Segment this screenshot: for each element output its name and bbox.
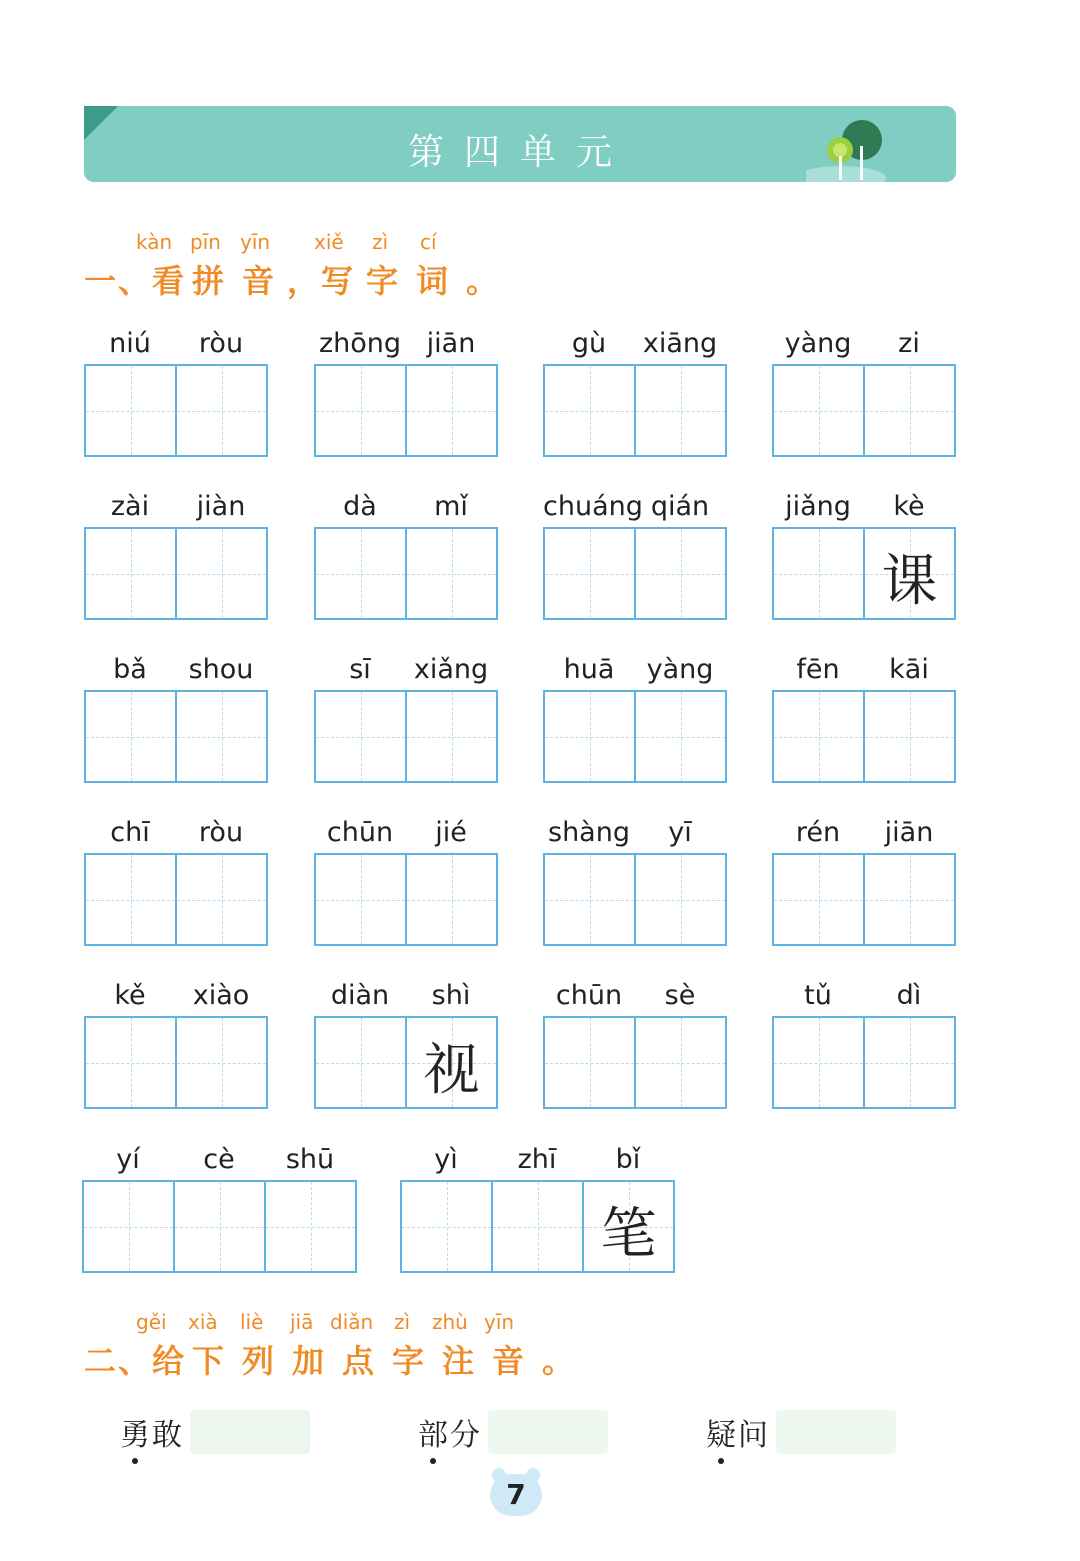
writing-cell[interactable]: [177, 855, 266, 944]
word-box: [82, 1144, 357, 1273]
tianzige-grid: [314, 527, 498, 620]
writing-cell[interactable]: [84, 1182, 175, 1271]
pinyin-syllable: zi: [898, 328, 920, 359]
tianzige-grid: [772, 364, 956, 457]
writing-cell[interactable]: [407, 366, 496, 455]
pinyin-syllable: xiāng: [642, 328, 718, 359]
pinyin-row: [314, 328, 498, 364]
pinyin-syllable: xiǎng: [413, 654, 489, 685]
writing-cell[interactable]: [636, 529, 725, 618]
pinyin-syllable: zhī: [517, 1144, 557, 1175]
tianzige-grid: [543, 364, 727, 457]
writing-cell[interactable]: [86, 1018, 177, 1107]
word-box: [543, 491, 727, 620]
pinyin-syllable: yì: [434, 1144, 458, 1175]
pinyin-row: [543, 817, 727, 853]
writing-cell[interactable]: [177, 366, 266, 455]
writing-cell[interactable]: [584, 1182, 673, 1271]
tianzige-grid: [543, 527, 727, 620]
writing-cell[interactable]: [636, 692, 725, 781]
writing-cell[interactable]: [493, 1182, 584, 1271]
writing-cell[interactable]: [774, 1018, 865, 1107]
pinyin-row: [84, 491, 268, 527]
pinyin-syllable: shū: [285, 1144, 335, 1175]
pinyin-row: [84, 817, 268, 853]
pinyin-syllable: shì: [431, 980, 471, 1011]
pinyin: zì: [372, 230, 389, 254]
pinyin-syllable: yí: [116, 1144, 140, 1175]
unit-banner: [84, 106, 956, 182]
pinyin-row: [772, 980, 956, 1016]
pinyin-syllable: chī: [110, 817, 150, 848]
writing-cell[interactable]: [316, 366, 407, 455]
cell-character: 课: [881, 549, 938, 614]
pinyin-syllable: gù: [571, 328, 607, 359]
section-1-pinyin: [84, 230, 508, 256]
section-2-title: 二、给 下 列 加 点 字 注 音 。: [84, 1342, 576, 1380]
pinyin-syllable: chuáng: [543, 491, 643, 522]
pinyin-row: [772, 328, 956, 364]
tianzige-grid: [543, 1016, 727, 1109]
word-box: [543, 980, 727, 1109]
word-box: [84, 491, 268, 620]
item-word: 疑问: [706, 1410, 770, 1454]
writing-cell[interactable]: [774, 529, 865, 618]
section-2-pinyin: gěi xià liè jiā diǎn zì zhù yīn: [136, 1310, 515, 1334]
tianzige-grid: [84, 853, 268, 946]
pinyin-syllable: huā: [563, 654, 615, 685]
pinyin-syllable: dà: [343, 491, 377, 522]
emphasis-dot: [430, 1458, 436, 1464]
pinyin-row: [84, 654, 268, 690]
pinyin-syllable: rén: [795, 817, 841, 848]
writing-cell[interactable]: [407, 855, 496, 944]
pinyin-syllable: jiàn: [196, 491, 246, 522]
word-box: [314, 980, 498, 1109]
tianzige-grid: [82, 1180, 357, 1273]
tianzige-grid: [84, 690, 268, 783]
tianzige-grid: [314, 1016, 498, 1109]
tianzige-grid: [314, 690, 498, 783]
writing-cell[interactable]: [545, 1018, 636, 1107]
pinyin-syllable: tǔ: [804, 980, 832, 1011]
pinyin: xiě: [314, 230, 344, 254]
pinyin-syllable: cè: [203, 1144, 235, 1175]
writing-cell[interactable]: [774, 366, 865, 455]
writing-cell[interactable]: [402, 1182, 493, 1271]
word-box: [84, 654, 268, 783]
pinyin-syllable: shou: [188, 654, 254, 685]
writing-cell[interactable]: [774, 692, 865, 781]
tianzige-grid: [543, 853, 727, 946]
writing-cell[interactable]: [865, 692, 954, 781]
writing-cell[interactable]: [865, 855, 954, 944]
pinyin-row: [314, 491, 498, 527]
tianzige-grid: [314, 364, 498, 457]
writing-cell[interactable]: [316, 1018, 407, 1107]
annotate-item: [418, 1410, 608, 1454]
pinyin-syllable: zhōng: [318, 328, 402, 359]
writing-cell[interactable]: [86, 529, 177, 618]
pinyin-syllable: diàn: [330, 980, 390, 1011]
emphasis-dot: [132, 1458, 138, 1464]
section-1-title: 一、看 拼 音 ，写 字 词 。: [84, 262, 500, 300]
pinyin-row: [543, 980, 727, 1016]
pinyin-syllable: jiǎng: [785, 491, 851, 522]
writing-cell[interactable]: [865, 529, 954, 618]
pinyin-syllable: yī: [668, 817, 692, 848]
tree-icon: [806, 116, 896, 182]
pinyin-syllable: fēn: [796, 654, 840, 685]
writing-cell[interactable]: [545, 529, 636, 618]
writing-cell[interactable]: [636, 366, 725, 455]
pinyin: pīn: [190, 230, 221, 254]
pinyin-row: [314, 654, 498, 690]
writing-cell[interactable]: [545, 855, 636, 944]
pinyin-syllable: kě: [114, 980, 146, 1011]
pinyin-syllable: kè: [893, 491, 925, 522]
pinyin-syllable: bǎ: [113, 654, 147, 685]
tianzige-grid: [84, 527, 268, 620]
banner-corner: [84, 106, 118, 140]
emphasis-dot: [718, 1458, 724, 1464]
pinyin-syllable: chūn: [555, 980, 623, 1011]
pinyin-row: [772, 654, 956, 690]
writing-cell[interactable]: [316, 529, 407, 618]
pinyin-syllable: dì: [896, 980, 922, 1011]
pinyin-row: [314, 980, 498, 1016]
section-2-heading: [84, 1310, 584, 1382]
word-box: [314, 491, 498, 620]
pinyin: kàn: [136, 230, 173, 254]
pinyin-syllable: jié: [435, 817, 467, 848]
pinyin-row: [543, 654, 727, 690]
pinyin-syllable: chūn: [326, 817, 394, 848]
writing-cell[interactable]: [774, 855, 865, 944]
writing-cell[interactable]: [177, 529, 266, 618]
item-word: 部分: [418, 1410, 482, 1454]
tianzige-grid: [84, 1016, 268, 1109]
tianzige-grid: [400, 1180, 675, 1273]
pinyin-row: [84, 328, 268, 364]
word-box: [314, 654, 498, 783]
word-box: [772, 817, 956, 946]
tianzige-grid: [772, 690, 956, 783]
pinyin-syllable: kāi: [889, 654, 929, 685]
annotate-item: [120, 1410, 310, 1454]
tianzige-grid: [772, 1016, 956, 1109]
pinyin-row: [772, 817, 956, 853]
annotate-item: [706, 1410, 896, 1454]
writing-cell[interactable]: [316, 692, 407, 781]
writing-cell[interactable]: [177, 692, 266, 781]
answer-blank[interactable]: [190, 1410, 310, 1454]
pinyin-syllable: sè: [664, 980, 696, 1011]
writing-cell[interactable]: [545, 366, 636, 455]
writing-cell[interactable]: [86, 692, 177, 781]
pinyin-syllable: bǐ: [615, 1144, 641, 1175]
word-box: [772, 980, 956, 1109]
word-box: [400, 1144, 675, 1273]
writing-cell[interactable]: [266, 1182, 355, 1271]
writing-cell[interactable]: [545, 692, 636, 781]
answer-blank[interactable]: [776, 1410, 896, 1454]
word-box: [772, 654, 956, 783]
word-box: [84, 328, 268, 457]
writing-cell[interactable]: [177, 1018, 266, 1107]
word-box: [84, 817, 268, 946]
pinyin-syllable: shàng: [548, 817, 630, 848]
tianzige-grid: [84, 364, 268, 457]
word-box: [772, 491, 956, 620]
writing-cell[interactable]: [316, 855, 407, 944]
item-word: 勇敢: [120, 1410, 184, 1454]
pinyin-syllable: yàng: [646, 654, 714, 685]
writing-cell[interactable]: [407, 1018, 496, 1107]
tianzige-grid: [772, 853, 956, 946]
pinyin-syllable: ròu: [198, 817, 244, 848]
pinyin-syllable: jiān: [884, 817, 934, 848]
writing-cell[interactable]: [636, 855, 725, 944]
pinyin: yīn: [240, 230, 271, 254]
pinyin-row: [82, 1144, 357, 1180]
unit-title: 第四单元: [407, 132, 632, 173]
pinyin-syllable: mǐ: [434, 491, 468, 522]
page-number: 7: [490, 1474, 542, 1516]
writing-cell[interactable]: [636, 1018, 725, 1107]
pinyin-syllable: xiào: [192, 980, 250, 1011]
pinyin-syllable: zài: [110, 491, 150, 522]
writing-cell[interactable]: [865, 1018, 954, 1107]
writing-cell[interactable]: [86, 366, 177, 455]
pinyin-row: [543, 328, 727, 364]
pinyin-row: [543, 491, 727, 527]
pinyin-syllable: yàng: [784, 328, 852, 359]
tianzige-grid: [314, 853, 498, 946]
writing-cell[interactable]: [407, 529, 496, 618]
pinyin-syllable: niú: [109, 328, 151, 359]
pinyin-row: [400, 1144, 675, 1180]
writing-cell[interactable]: [175, 1182, 266, 1271]
word-box: [543, 817, 727, 946]
word-box: [543, 328, 727, 457]
pinyin-row: [772, 491, 956, 527]
pinyin: cí: [420, 230, 437, 254]
word-box: [314, 328, 498, 457]
tianzige-grid: [772, 527, 956, 620]
section-1-heading: [84, 230, 508, 302]
writing-cell[interactable]: [407, 692, 496, 781]
word-box: [772, 328, 956, 457]
pinyin-syllable: qián: [650, 491, 710, 522]
pinyin-row: [314, 817, 498, 853]
tianzige-grid: [543, 690, 727, 783]
word-box: [314, 817, 498, 946]
pinyin-syllable: sī: [349, 654, 371, 685]
writing-cell[interactable]: [86, 855, 177, 944]
answer-blank[interactable]: [488, 1410, 608, 1454]
pinyin-syllable: ròu: [198, 328, 244, 359]
word-box: [84, 980, 268, 1109]
pinyin-row: [84, 980, 268, 1016]
pinyin-syllable: jiān: [426, 328, 476, 359]
word-box: [543, 654, 727, 783]
cell-character: 视: [423, 1038, 480, 1103]
cell-character: 笔: [600, 1202, 657, 1267]
writing-cell[interactable]: [865, 366, 954, 455]
